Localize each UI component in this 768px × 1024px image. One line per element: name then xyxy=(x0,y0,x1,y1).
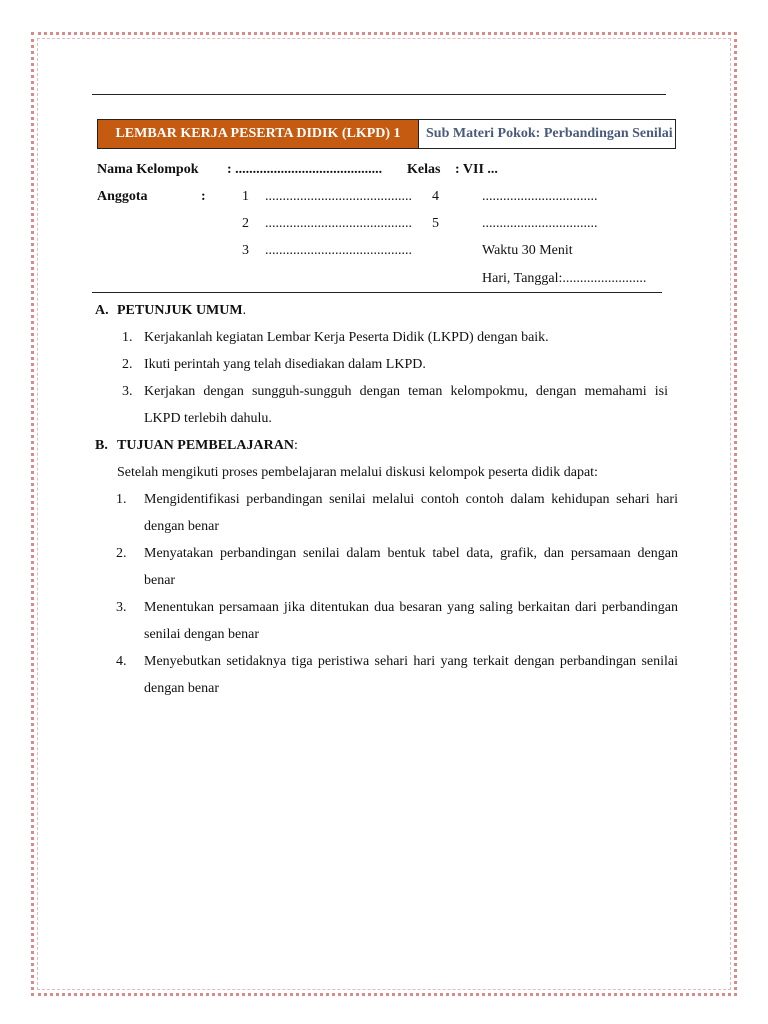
list-item-number: 1. xyxy=(116,492,127,507)
member-field: .......................................... xyxy=(265,189,412,204)
member-field: ................................. xyxy=(482,216,598,231)
waktu-text: Waktu 30 Menit xyxy=(482,243,573,258)
anggota-label: Anggota xyxy=(97,189,148,204)
lkpd-title: LEMBAR KERJA PESERTA DIDIK (LKPD) 1 xyxy=(98,120,419,148)
list-item-number: 3. xyxy=(116,600,127,615)
member-number: 1 xyxy=(242,189,249,204)
section-a-heading xyxy=(95,303,246,319)
list-item-number: 2. xyxy=(116,546,127,561)
section-b-list xyxy=(116,486,678,702)
section-b-intro: Setelah mengikuti proses pembelajaran melalui diskusi kelompok peserta didik dapat: xyxy=(117,465,598,480)
list-item-text: Mengidentifikasi perbandingan senilai melalui contoh contoh dalam kehidupan sehari hari dengan benar xyxy=(144,492,678,534)
list-item-text: Ikuti perintah yang telah disediakan dalam LKPD. xyxy=(144,357,426,372)
nama-kelompok-label: Nama Kelompok xyxy=(97,162,199,177)
header-box xyxy=(97,119,676,149)
top-rule xyxy=(92,94,666,95)
section-a-suffix: . xyxy=(242,303,247,318)
list-item-text: Kerjakan dengan sungguh-sungguh dengan teman kelompokmu, dengan memahami isi LKPD terlebih dahulu. xyxy=(144,384,668,426)
list-item-text: Menyatakan perbandingan senilai dalam bentuk tabel data, grafik, dan persamaan dengan benar xyxy=(144,546,678,588)
section-b-suffix: : xyxy=(293,438,298,453)
list-item xyxy=(116,486,678,540)
list-item-number: 4. xyxy=(116,654,127,669)
section-a-letter: A. xyxy=(95,303,109,318)
section-b-letter: B. xyxy=(95,438,108,453)
member-field: .......................................... xyxy=(265,243,412,258)
list-item-text: Menentukan persamaan jika ditentukan dua besaran yang saling berkaitan dari perbandingan senilai dengan benar xyxy=(144,600,678,642)
list-item-text: Kerjakanlah kegiatan Lembar Kerja Peserta Didik (LKPD) dengan baik. xyxy=(144,330,549,345)
list-item-text: Menyebutkan setidaknya tiga peristiwa sehari hari yang terkait dengan perbandingan senilai dengan benar xyxy=(144,654,678,696)
list-item-number: 3. xyxy=(122,384,133,399)
list-item-number: 2. xyxy=(122,357,133,372)
info-rule xyxy=(92,292,662,293)
kelas-value: : VII ... xyxy=(455,162,498,177)
section-a-title: PETUNJUK UMUM xyxy=(117,303,243,318)
hari-tanggal-text: Hari, Tanggal:........................ xyxy=(482,271,647,286)
list-item xyxy=(116,540,678,594)
section-a-list xyxy=(116,324,678,432)
kelas-label: Kelas xyxy=(407,162,441,177)
member-number: 4 xyxy=(432,189,439,204)
member-field: ................................. xyxy=(482,189,598,204)
member-number: 2 xyxy=(242,216,249,231)
section-b-title: TUJUAN PEMBELAJARAN xyxy=(117,438,294,453)
sub-materi-title: Sub Materi Pokok: Perbandingan Senilai xyxy=(426,126,673,141)
anggota-colon: : xyxy=(201,189,206,204)
list-item-number: 1. xyxy=(122,330,133,345)
list-item xyxy=(116,594,678,648)
section-b-heading xyxy=(95,438,298,454)
member-number: 3 xyxy=(242,243,249,258)
member-field: .......................................... xyxy=(265,216,412,231)
member-number: 5 xyxy=(432,216,439,231)
list-item xyxy=(116,351,678,378)
list-item xyxy=(116,324,678,351)
nama-kelompok-value: : .......................................... xyxy=(227,162,383,177)
list-item xyxy=(116,648,678,702)
list-item xyxy=(116,378,678,432)
